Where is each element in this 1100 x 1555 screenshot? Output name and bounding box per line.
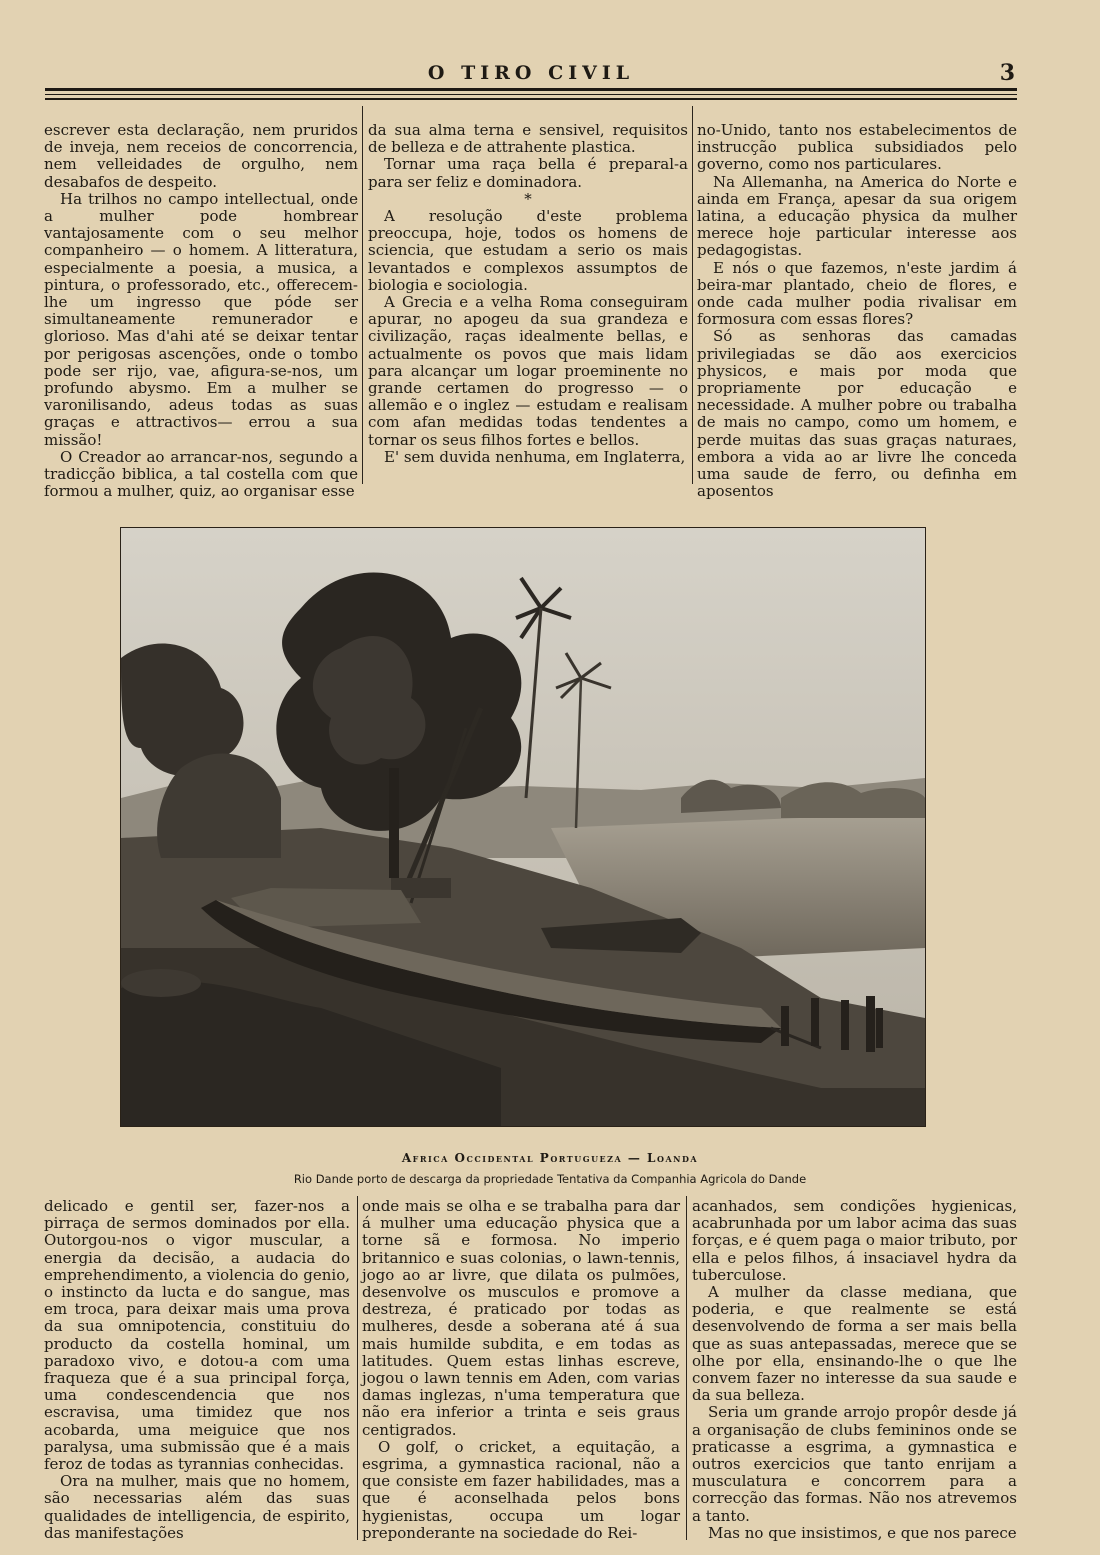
bottom-column-1 xyxy=(44,1197,350,1542)
paragraph: Mas no que insistimos, e que nos parece xyxy=(708,1523,1017,1542)
paragraph: Só as senhoras das camadas privilegiadas se dão aos exercicios physicos, e mais por moda que propriamente por educação e necessidade. A mulher pobre ou trabalha de mais no campo, como um homem, e perde muitas das suas graças naturaes, embora a vida ao ar livre lhe conceda uma saude de ferro, ou definha em aposentos xyxy=(697,327,1017,501)
header-rule xyxy=(45,98,1017,100)
paragraph: no-Unido, tanto nos estabelecimentos de instrucção publica subsidiados pelo governo, como nos particulares. xyxy=(697,121,1017,174)
photo-caption-title: Africa Occidental Portugueza — Loanda xyxy=(401,1151,699,1165)
header-rule xyxy=(45,88,1017,91)
column-divider xyxy=(686,1196,687,1540)
paragraph: O Creador ao arrancar-nos, segundo a tradicção biblica, a tal costella com que formou a mulher, quiz, ao organisar esse xyxy=(44,447,358,501)
paragraph: Na Allemanha, na America do Norte e ainda em França, apesar da sua origem latina, a educação physica da mulher merece hoje particular interesse aos pedagogistas. xyxy=(697,172,1017,260)
river-scene-illustration xyxy=(121,528,925,1126)
paragraph: A resolução d'este problema preoccupa, hoje, todos os homens de sciencia, que estudam a serio os mais levantados e complexos assumptos de biologia e sociologia. xyxy=(368,207,688,294)
paragraph: Ora na mulher, mais que no homem, são necessarias além das suas qualidades de intelligencia, de espirito, das manifestações xyxy=(44,1472,350,1542)
paragraph: escrever esta declaração, nem pruridos de inveja, nem receios de concorrencia, nem velleidades de orgulho, nem desabafos de despeito. xyxy=(44,121,358,191)
page-header xyxy=(45,60,1017,100)
paragraph: A mulher da classe mediana, que poderia, e que realmente se está desenvolvendo de forma a ser mais bella que as suas antepassadas, merece que se olhe por ella, ensinando-lhe o que lhe convem fazer no interesse da sua saude e da sua belleza. xyxy=(692,1283,1017,1405)
paragraph: Seria um grande arrojo propôr desde já a organisação de clubs femininos onde se praticasse a esgrima, a gymnastica e outros exercicios que tanto enrijam a musculatura e concorrem para a correcção das formas. Não nos atrevemos a tanto. xyxy=(692,1403,1017,1525)
paragraph: acanhados, sem condições hygienicas, acabrunhada por um labor acima das suas forças, e é quem paga o maior tributo, por ella e pelos filhos, á insaciavel hydra da tuberculose. xyxy=(692,1197,1017,1284)
paragraph: A Grecia e a velha Roma conseguiram apurar, no apogeu da sua grandeza e civilização, raças idealmente bellas, e actualmente os povos que mais lidam para alcançar um logar proeminente no grande certamen do progresso — o allemão e o inglez — estudam e realisam com afan medidas todas tendentes a tornar os seus filhos fortes e bellos. xyxy=(368,293,688,449)
paragraph: da sua alma terna e sensivel, requisitos de belleza e de attrahente plastica. xyxy=(368,121,688,157)
paragraph: Tornar uma raça bella é preparal-a para ser feliz e dominadora. xyxy=(368,155,688,191)
page-number: 3 xyxy=(999,60,1015,86)
top-column-3 xyxy=(697,121,1017,501)
column-divider xyxy=(362,106,363,484)
paragraph: delicado e gentil ser, fazer-nos a pirraça de sermos dominados por ella. Outorgou-nos o vigor muscular, a energia da decisão, a audacia do emprehendimento, a violencia do genio, o instincto da lucta e do sangue, mas em troca, para deixar mais uma prova da sua omnipotencia, constituiu do producto da costella hominal, um paradoxo vivo, e dotou-a com uma fraqueza que é a sua principal força, uma condescendencia que nos escravisa, uma timidez que nos acobarda, uma meiguice que nos paralysa, uma submissão que é a mais feroz de todas as tyrannias conhecidas. xyxy=(44,1197,350,1474)
paragraph: onde mais se olha e se trabalha para dar á mulher uma educação physica que a torne sã e formosa. No imperio britannico e suas colonias, o lawn-tennis, jogo ao ar livre, que dilata os pulmões, desenvolve os musculos e promove a destreza, é praticado por todas as mulheres, desde a soberana até á sua mais humilde subdita, e em todas as latitudes. Quem estas linhas escreve, jogou o lawn tennis em Aden, com varias damas inglezas, n'uma temperatura que não era inferior a trinta e seis graus centigrados. xyxy=(362,1197,680,1439)
paragraph: O golf, o cricket, a equitação, a esgrima, a gymnastica racional, não a que consiste em fazer habilidades, mas a que é aconselhada pelos bons hygienistas, occupa um logar preponderante na sociedade do Rei- xyxy=(362,1437,680,1542)
river-photograph xyxy=(120,527,926,1127)
bottom-column-3 xyxy=(692,1197,1017,1542)
header-rule xyxy=(45,94,1017,95)
top-column-2 xyxy=(368,122,688,482)
newspaper-title: O TIRO CIVIL xyxy=(427,62,635,84)
paragraph: E' sem duvida nenhuma, em Inglaterra, xyxy=(384,447,686,466)
paragraph: E nós o que fazemos, n'este jardim á beira-mar plantado, cheio de flores, e onde cada mulher podia rivalisar em formosura com essas flores? xyxy=(697,258,1017,329)
top-column-1 xyxy=(44,121,358,501)
paragraph: Ha trilhos no campo intellectual, onde a mulher pode hombrear vantajosamente com o seu melhor companheiro — o homem. A litteratura, especialmente a poesia, a musica, a pintura, o professorado, etc., offerecem-lhe um ingresso que póde ser simultaneamente remunerador e glorioso. Mas d'ahi até se deixar tentar por perigosas ascenções, onde o tombo pode ser rijo, vae, afigura-se-nos, um profundo abysmo. Em a mulher se varonilisando, adeus todas as suas graças e attractivos— errou a sua missão! xyxy=(44,189,358,449)
column-divider xyxy=(692,106,693,484)
column-divider xyxy=(357,1196,358,1540)
bottom-column-2 xyxy=(362,1197,680,1542)
paragraph: * xyxy=(524,189,532,208)
photo-caption-subtitle: Rio Dande porto de descarga da propriedade Tentativa da Companhia Agricola do Dande xyxy=(293,1172,807,1186)
